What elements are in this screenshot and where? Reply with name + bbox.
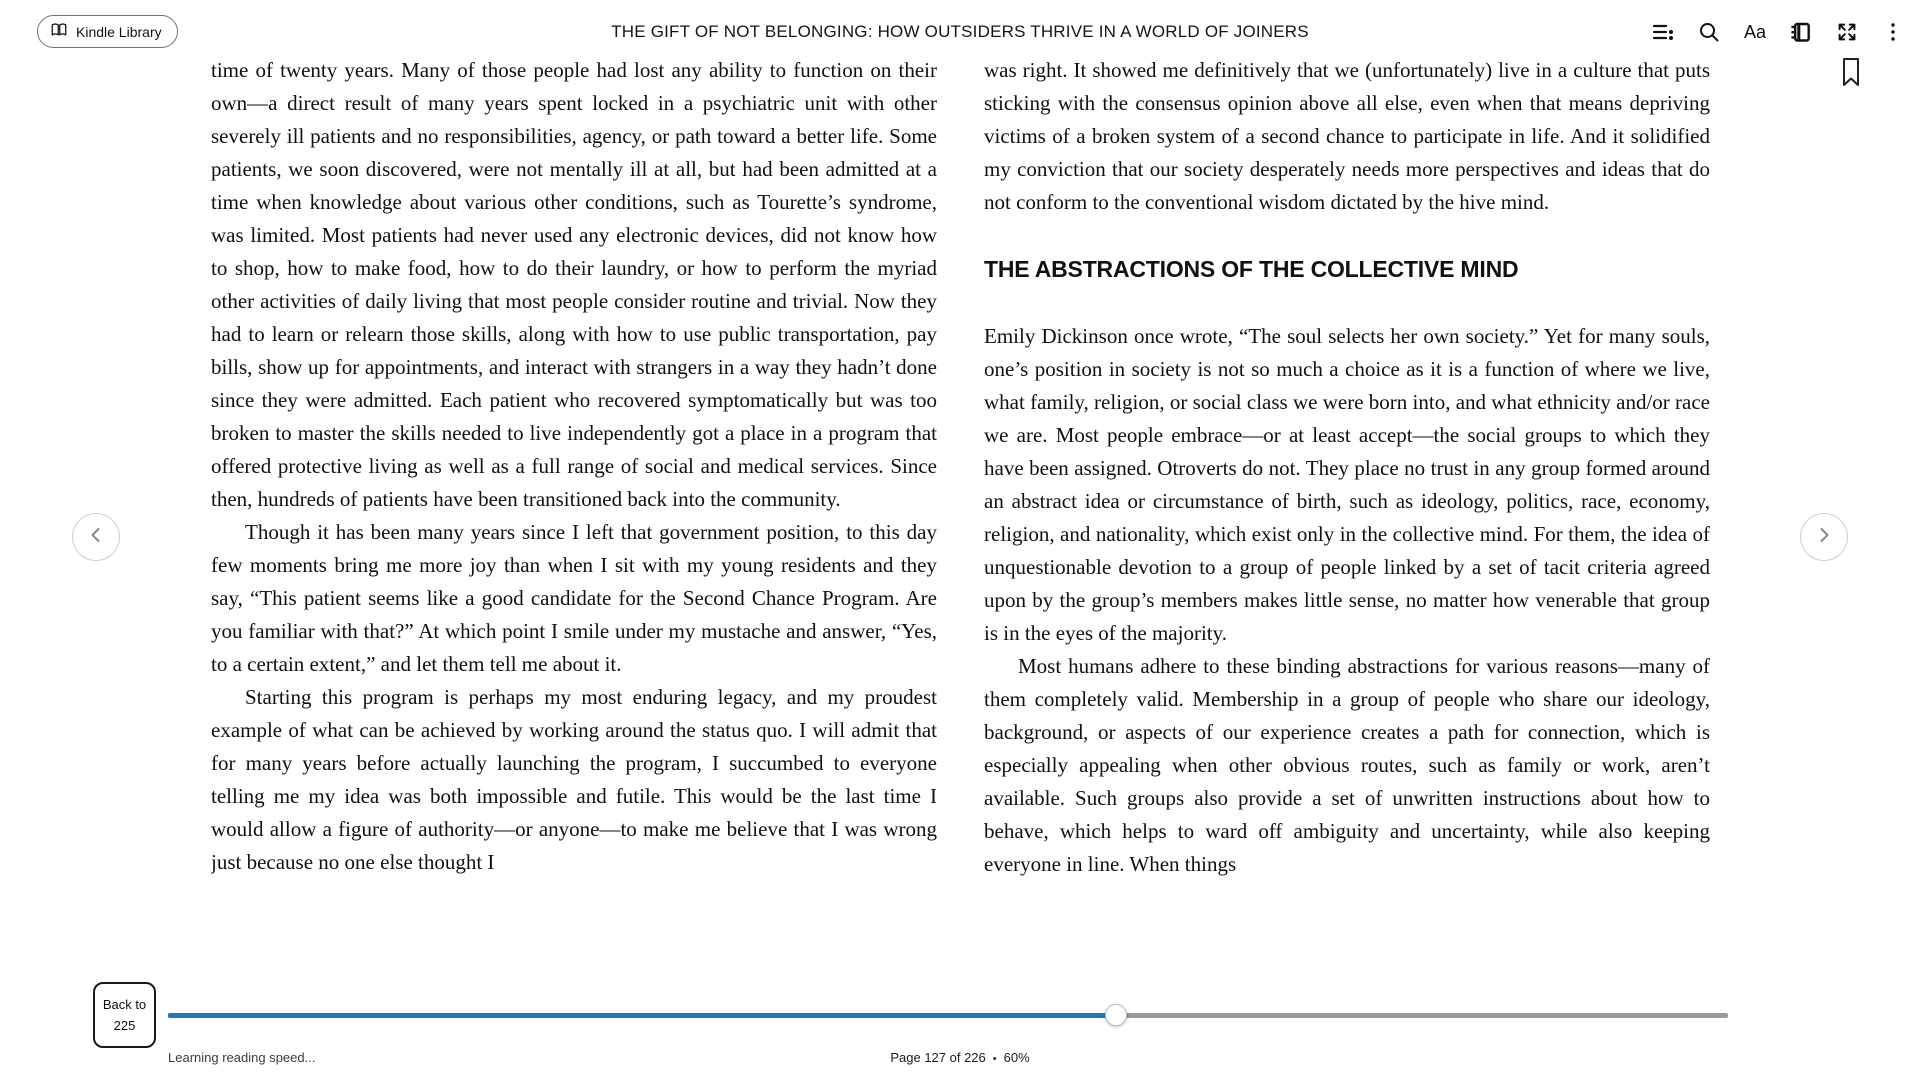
page-position-info <box>0 1050 1920 1065</box>
paragraph: Though it has been many years since I left that government position, to this day few moments bring me more joy than when I sit with my young residents and they say, “This patient seems like a good candidate for the Second Chance Program. Are you familiar with that?” At which point I smile under my mustache and answer, “Yes, to a certain extent,” and let them tell me about it. <box>211 520 937 676</box>
previous-page-button[interactable] <box>72 513 120 561</box>
back-button-line1: Back to <box>102 997 147 1012</box>
progress-slider[interactable] <box>168 1004 1728 1026</box>
back-button-line2: 225 <box>113 1018 136 1033</box>
paragraph: was right. It showed me definitively that we (unfortunately) live in a culture that puts sticking with the consensus opinion above all else, even when that means depriving victims of a broken system of a second chance to participate in life. And it solidified my conviction that our society desperately needs more perspectives and ideas that do not conform to the conventional wisdom dictated by the hive mind. <box>984 58 1710 214</box>
more-menu-icon[interactable] <box>1880 19 1906 45</box>
paragraph: time of twenty years. Many of those people had lost any ability to function on their own—a direct result of many years spent locked in a psychiatric unit with other severely ill patients and no responsibilities, agency, or path toward a better life. Some patients, we soon discovered, were not mentally ill at all, but had been admitted at a time when knowledge about various other conditions, such as Tourette’s syndrome, was limited. Most patients had never used any electronic devices, did not know how to shop, how to make food, how to do their laundry, or how to perform the myriad other activities of daily living that most people consider routine and trivial. Now they had to learn or relearn those skills, along with how to use public transportation, pay bills, show up for appointments, and interact with strangers in a way they hadn’t done since they were admitted. Each patient who recovered symptomatically but was too broken to master the skills needed to live independently got a place in a program that offered protective living as well as a full range of social and medical services. Since then, hundreds of patients have been transitioned back into the community. <box>211 58 937 511</box>
open-book-icon <box>50 21 68 42</box>
book-title: THE GIFT OF NOT BELONGING: HOW OUTSIDERS THRIVE IN A WORLD OF JOINERS <box>611 22 1309 41</box>
reading-speed-status: Learning reading speed... <box>168 1050 316 1065</box>
notebook-icon[interactable] <box>1788 19 1814 45</box>
font-settings-icon[interactable]: Aa <box>1743 21 1767 42</box>
reading-column-left <box>211 54 937 986</box>
search-icon[interactable] <box>1696 19 1722 45</box>
back-to-page-button[interactable] <box>93 982 156 1048</box>
kindle-library-button[interactable] <box>37 15 178 48</box>
chevron-right-icon <box>1814 525 1834 550</box>
toc-icon[interactable] <box>1650 19 1676 45</box>
reading-column-right <box>984 54 1710 986</box>
chevron-left-icon <box>86 525 106 550</box>
section-heading: THE ABSTRACTIONS OF THE COLLECTIVE MIND <box>984 256 1519 282</box>
next-page-button[interactable] <box>1800 513 1848 561</box>
fullscreen-icon[interactable] <box>1834 19 1860 45</box>
paragraph: Starting this program is perhaps my most enduring legacy, and my proudest example of what can be achieved by working around the status quo. I will admit that for many years before actually launching the program, I succumbed to everyone telling me my idea was both impossible and futile. This would be the last time I would allow a figure of authority—or anyone—to make me believe that I was wrong just because no one else thought I <box>211 685 937 874</box>
bookmark-icon[interactable] <box>1838 56 1864 88</box>
progress-fill <box>168 1013 1116 1018</box>
page-number-label: Page 127 of 226 <box>890 1050 986 1065</box>
reader-toolbar <box>1650 19 1906 45</box>
separator-dot: • <box>992 1053 997 1065</box>
kindle-library-label: Kindle Library <box>76 23 162 40</box>
percent-label: 60% <box>1003 1050 1030 1065</box>
paragraph: Emily Dickinson once wrote, “The soul selects her own society.” Yet for many souls, one’s position in society is not so much a choice as it is a function of where we live, what family, religion, or social class we were born into, and what ethnicity and/or race we are. Most people embrace—or at least accept—the social groups to which they have been assigned. Otroverts do not. They place no trust in any group formed around an abstract idea or circumstance of birth, such as ideology, politics, race, economy, religion, and nationality, which exist only in the collective mind. For them, the idea of unquestionable devotion to a group of people linked by a set of tacit criteria agreed upon by the group’s members makes little sense, no matter how venerable that group is in the eyes of the majority. <box>984 324 1710 645</box>
progress-handle[interactable] <box>1105 1004 1127 1026</box>
paragraph: Most humans adhere to these binding abstractions for various reasons—many of them completely valid. Membership in a group of people who share our ideology, background, or aspects of our experience creates a path for connection, which is especially appealing when other obvious routes, such as family or work, aren’t available. Such groups also provide a set of unwritten instructions about how to behave, which helps to ward off ambiguity and uncertainty, while also keeping everyone in line. When things <box>984 654 1710 876</box>
